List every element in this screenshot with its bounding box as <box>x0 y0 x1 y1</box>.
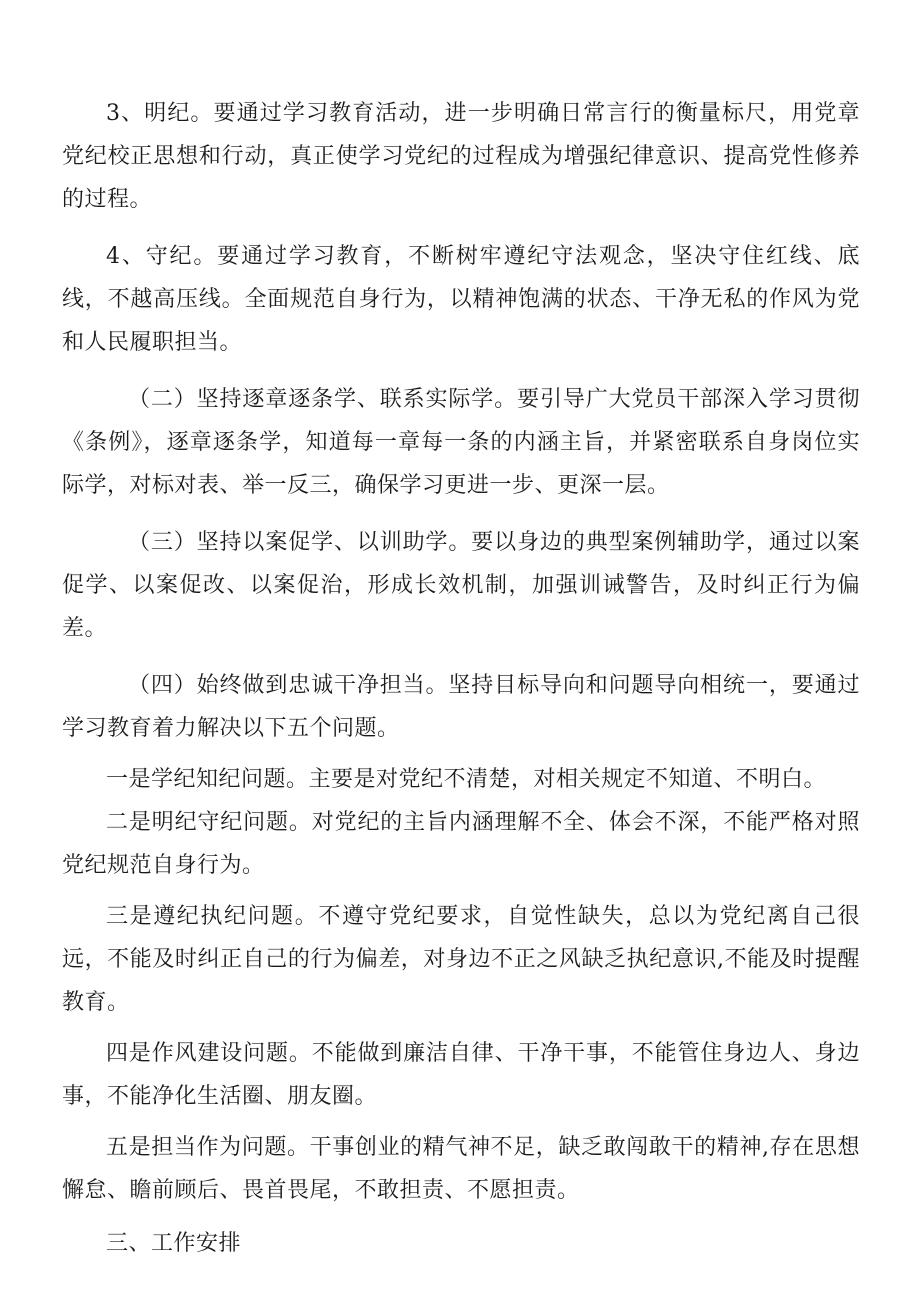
paragraph-problem-three: 三是遵纪执纪问题。不遵守党纪要求，自觉性缺失，总以为党纪离自己很远，不能及时纠正自己的行为偏差，对身边不正之风缺乏执纪意识,不能及时提醒教育。 <box>62 904 860 1015</box>
paragraph-ming-ji: 3、明纪。要通过学习教育活动，进一步明确日常言行的衡量标尺，用党章党纪校正思想和行动，真正使学习党纪的过程成为增强纪律意识、提高党性修养的过程。 <box>62 101 860 212</box>
paragraph-problem-one: 一是学纪知纪问题。主要是对党纪不清楚，对相关规定不知道、不明白。 <box>106 767 827 792</box>
paragraph-item-four: （四）始终做到忠诚干净担当。坚持目标导向和问题导向相统一，要通过学习教育着力解决以下五个问题。 <box>62 673 860 741</box>
document-body <box>62 92 860 1265</box>
paragraph-problem-two: 二是明纪守纪问题。对党纪的主旨内涵理解不全、体会不深，不能严格对照党纪规范自身行为。 <box>62 810 860 878</box>
paragraph-problem-five: 五是担当作为问题。干事创业的精气神不足，缺乏敢闯敢干的精神,存在思想懈怠、瞻前顾后、畏首畏尾，不敢担责、不愿担责。 <box>62 1135 860 1203</box>
paragraph-item-two: （二）坚持逐章逐条学、联系实际学。要引导广大党员干部深入学习贯彻《条例》，逐章逐条学，知道每一章每一条的内涵主旨，并紧密联系自身岗位实际学，对标对表、举一反三，确保学习更进一步、更深一层。 <box>62 387 860 498</box>
paragraph-problem-four: 四是作风建设问题。不能做到廉洁自律、干净干事，不能管住身边人、身边事，不能净化生活圈、朋友圈。 <box>62 1041 860 1109</box>
paragraph-shou-ji: 4、守纪。要通过学习教育，不断树牢遵纪守法观念，坚决守住红线、底线，不越高压线。全面规范自身行为，以精神饱满的状态、干净无私的作风为党和人民履职担当。 <box>62 244 860 355</box>
paragraph-item-three: （三）坚持以案促学、以训助学。要以身边的典型案例辅助学，通过以案促学、以案促改、以案促治，形成长效机制，加强训诫警告，及时纠正行为偏差。 <box>62 530 860 641</box>
section-heading: 三、工作安排 <box>106 1231 242 1256</box>
